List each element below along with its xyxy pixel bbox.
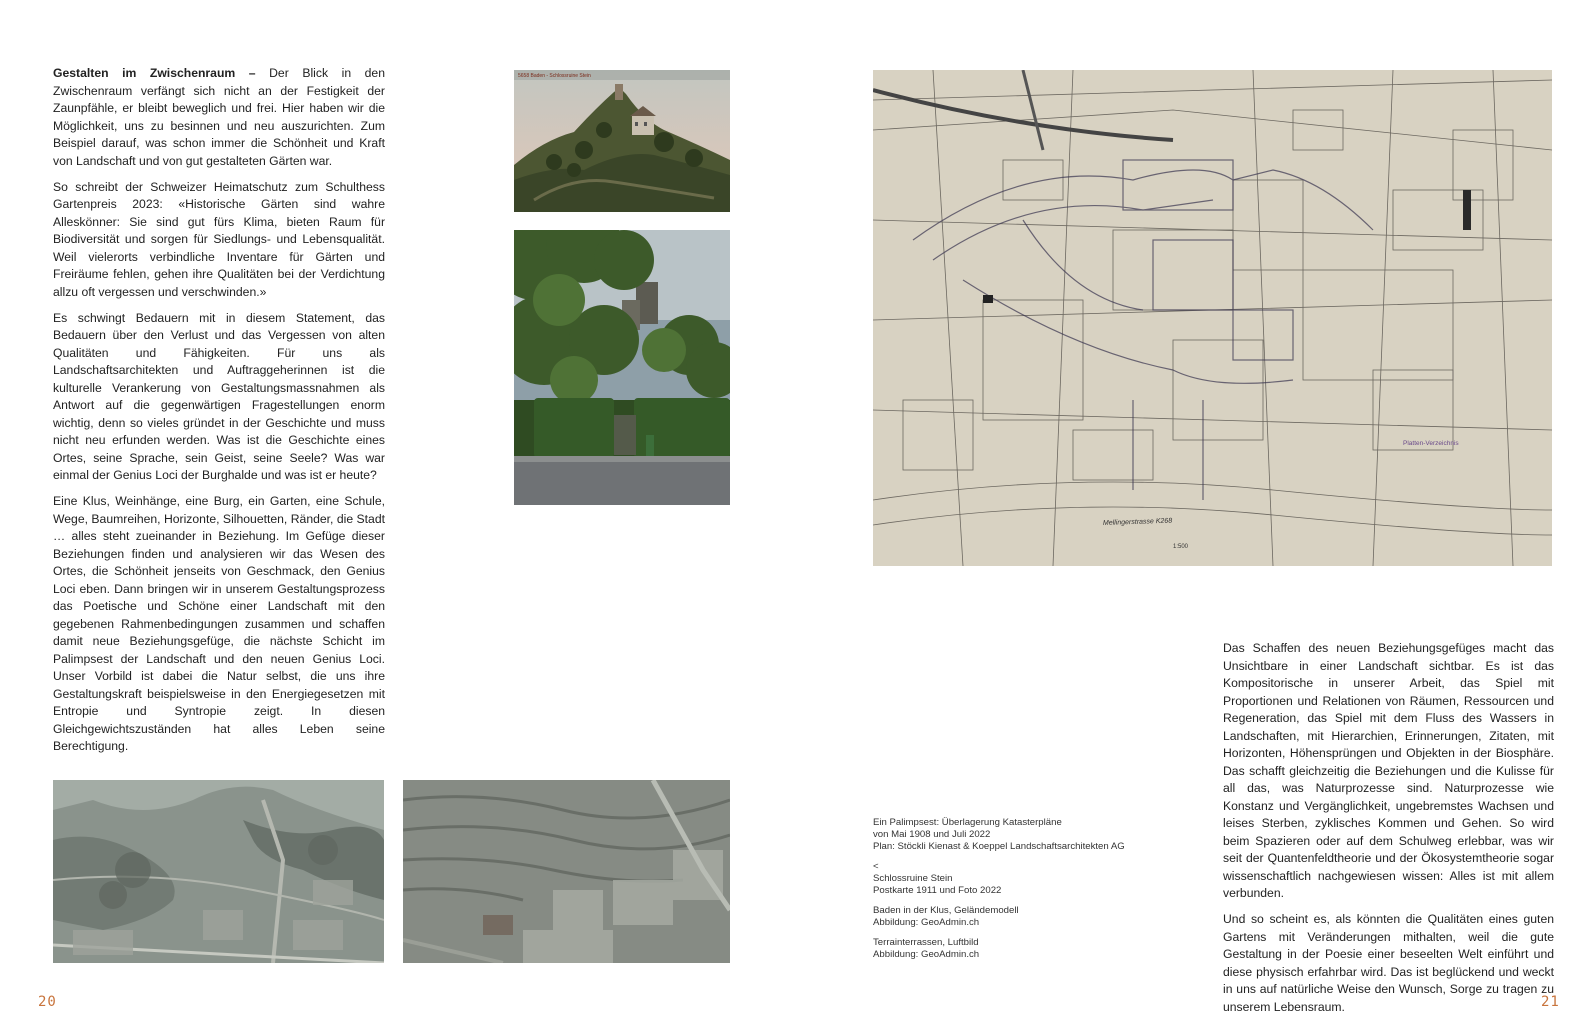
caption-schlossruine bbox=[873, 861, 1173, 897]
paragraph-4: Eine Klus, Weinhänge, eine Burg, ein Garten, eine Schule, Wege, Baumreihen, Horizonte, Silhouetten, Ränder, die Stadt … alles steht zueinander in Beziehung. Im Gefüge dieser Beziehungen finden und analysieren wir das Wesen des Ortes, die Schönheit jenseits von Geschmack, den Genius Loci eben. Dann bringen wir in unserem Gestaltungsprozess das Poetische und Schöne einer Landschaft mit den gegebenen Rahmenbedingungen zusammen und schaffen damit neue Beziehungsgefüge, die nächste Schicht im Palimpsest der Landschaft und den neuen Genius Loci. Unser Vorbild ist dabei die Natur selbst, die uns ihre Gestaltungskraft beispielsweise in den Energiegesetzen mit Entropie und Syntropie zeigt. In diesen Gleichgewichtszuständen hat alles Leben seine Berechtigung. bbox=[53, 494, 385, 753]
ruin-photo-2022 bbox=[514, 230, 730, 505]
image-captions bbox=[873, 817, 1173, 969]
caption-palimpsest bbox=[873, 817, 1173, 853]
paragraph-2: So schreibt der Schweizer Heimatschutz zum Schulthess Gartenpreis 2023: «Historische Gärten sind wahre Alleskönner: Sie sind gut fürs Klima, bieten Raum für Biodiversität und sorgen für Siedlungs- und Lebensqualität. Weil vielerorts verbindliche Inventare für Gärten und Freiräume fehlen, gehen ihre Qualitäten bei der Verdichtung allzu oft vergessen und verschwinden.» bbox=[53, 179, 385, 299]
terrain-model-image bbox=[53, 780, 384, 963]
paragraph-5: Das Schaffen des neuen Beziehungsgefüges macht das Unsichtbare in einer Landschaft sichtbar. Es ist das Kompositorische in unserer Arbeit, das Spiel mit Proportionen und Relationen von Räumen, Ressourcen und Regeneration, das Spiel mit dem Fluss des Wassers in Landschaften, mit Hierarchien, Erinnerungen, Zitaten, mit Horizonten, Höhensprüngen und Objekten in der Biosphäre. Das schafft gleichzeitig die Beziehungen und die Kulisse für all das, was Naturprozesse sind. Naturprozesse wie Konstanz und Vergänglichkeit, ungebremstes Wachsen und leises Sterben, zyklisches Kommen und Gehen. So wird beim Spazieren oder auf dem Schulweg erlebbar, was wir seit der Quantenfeldtheorie und der Ökosystemtheorie sogar wissenschaftlich nachgewiesen wissen: Alles ist mit allem verbunden. bbox=[1223, 641, 1554, 900]
caption-line: Abbildung: GeoAdmin.ch bbox=[873, 949, 980, 960]
caption-line: Plan: Stöckli Kienast & Koeppel Landschaftsarchitekten AG bbox=[873, 841, 1125, 852]
caption-line: Baden in der Klus, Geländemodell bbox=[873, 905, 1019, 916]
paragraph-1-text: Der Blick in den Zwischenraum verfängt sich nicht an der Festigkeit der Zaunpfähle, er bleibt beweglich und frei. Hier haben wir die Möglichkeit, uns zu besinnen und neu auszurichten. Zum Beispiel darauf, was schon immer die Schönheit und Kraft von Landschaft und von gut gestalteten Gärten war. bbox=[53, 66, 385, 168]
aerial-terraces-image bbox=[403, 780, 730, 963]
caption-line: Schlossruine Stein bbox=[873, 873, 953, 884]
caption-line: von Mai 1908 und Juli 2022 bbox=[873, 829, 991, 840]
map-street-label: Mellingerstrasse K268 bbox=[1102, 517, 1173, 527]
map-scale-label: 1:500 bbox=[1173, 544, 1189, 550]
right-text-column bbox=[1223, 640, 1554, 1025]
caption-line: Terrainterrassen, Luftbild bbox=[873, 937, 979, 948]
caption-gelaendemodell bbox=[873, 905, 1173, 929]
paragraph-6: Und so scheint es, als könnten die Qualitäten eines guten Gartens mit Veränderungen mithalten, weil die gute Gestaltung in der Poesie einer beseelten Welt einführt und diese physisch erfahrbar wird. Das ist beglückend und weckt in uns auf natürliche Weise den Wunsch, Sorge zu tragen zu unserem Lebensraum. bbox=[1223, 912, 1554, 1014]
caption-line: Abbildung: GeoAdmin.ch bbox=[873, 917, 980, 928]
page-number-left: 20 bbox=[38, 994, 57, 1010]
caption-line: Postkarte 1911 und Foto 2022 bbox=[873, 885, 1002, 896]
cadastral-map-overlay bbox=[873, 70, 1552, 566]
postcard-image bbox=[514, 70, 730, 212]
paragraph-3: Es schwingt Bedauern mit in diesem Statement, das Bedauern über den Verlust und das Vergessen von alten Qualitäten und Fähigkeiten. Für uns als Landschaftsarchitekten und Auftraggeherinnen ist die kulturelle Verankerung von Gestaltungsmassnahmen als Antwort auf die gegenwärtigen Fragestellungen enorm wichtig, denn so vieles gründet in der Geschichte und muss nicht neu erfunden werden. Was ist die Geschichte eines Ortes, seine Sprache, sein Geist, seine Seele? Was war einmal der Genius Loci der Burghalde und was ist er heute? bbox=[53, 310, 385, 482]
caption-arrow: < bbox=[873, 861, 879, 872]
postcard-label: 5658 Baden - Schlossruine Stein bbox=[518, 73, 591, 79]
paragraph-1 bbox=[53, 65, 385, 170]
map-pink-label: Platten-Verzeichnis bbox=[1403, 440, 1459, 447]
caption-luftbild bbox=[873, 937, 1173, 961]
caption-line: Ein Palimpsest: Überlagerung Katasterpläne bbox=[873, 817, 1062, 828]
left-text-column bbox=[53, 65, 385, 764]
page-number-right: 21 bbox=[1541, 994, 1560, 1010]
section-heading: Gestalten im Zwischenraum – bbox=[53, 66, 256, 80]
